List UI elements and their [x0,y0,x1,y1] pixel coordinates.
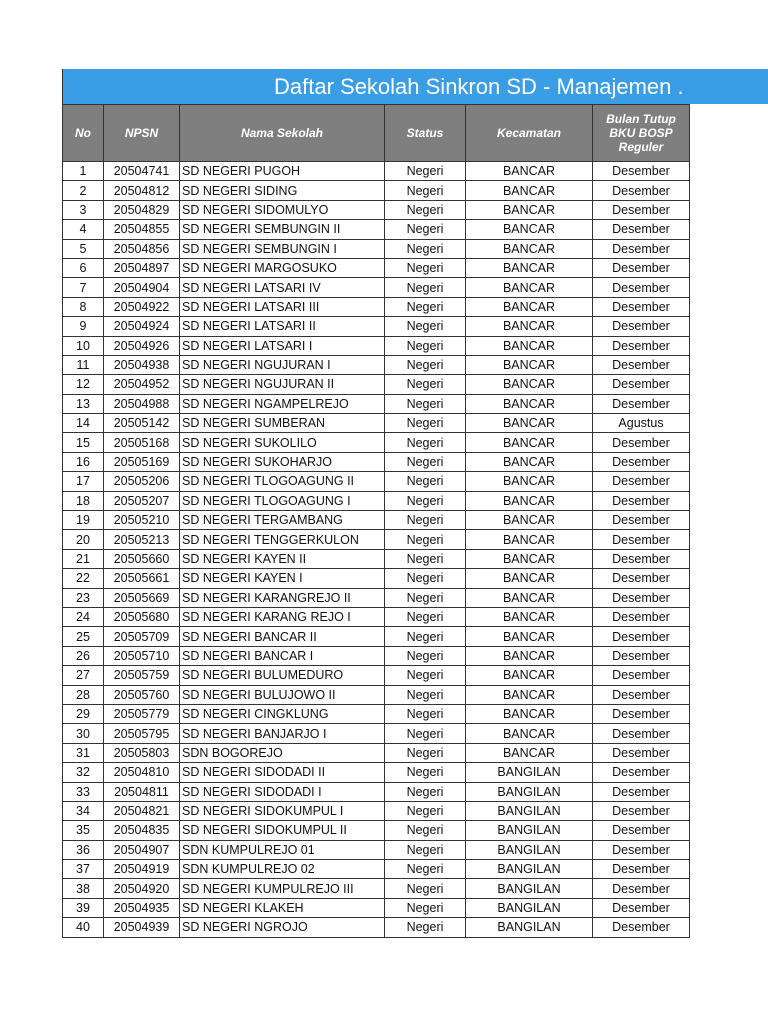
cell-nama-sekolah: SD NEGERI LATSARI IV [180,278,385,297]
cell-npsn: 20504920 [104,879,180,898]
table-row [63,898,690,917]
cell-npsn: 20505779 [104,704,180,723]
cell-status: Negeri [385,607,466,626]
cell-nama-sekolah: SD NEGERI TENGGERKULON [180,530,385,549]
cell-bulan-tutup: Desember [593,278,690,297]
cell-no: 37 [63,860,104,879]
cell-bulan-tutup: Desember [593,685,690,704]
cell-no: 31 [63,743,104,762]
table-row [63,549,690,568]
cell-kecamatan: BANGILAN [466,821,593,840]
table-row [63,491,690,510]
cell-kecamatan: BANGILAN [466,898,593,917]
table-row [63,801,690,820]
cell-bulan-tutup: Desember [593,607,690,626]
cell-nama-sekolah: SDN BOGOREJO [180,743,385,762]
cell-status: Negeri [385,181,466,200]
cell-kecamatan: BANCAR [466,472,593,491]
cell-no: 4 [63,220,104,239]
cell-kecamatan: BANCAR [466,317,593,336]
cell-no: 17 [63,472,104,491]
cell-kecamatan: BANCAR [466,607,593,626]
cell-status: Negeri [385,666,466,685]
cell-no: 13 [63,394,104,413]
cell-status: Negeri [385,918,466,937]
cell-status: Negeri [385,549,466,568]
table-row [63,336,690,355]
cell-status: Negeri [385,452,466,471]
cell-npsn: 20504988 [104,394,180,413]
cell-nama-sekolah: SD NEGERI SEMBUNGIN I [180,239,385,258]
cell-nama-sekolah: SD NEGERI SEMBUNGIN II [180,220,385,239]
header-status: Status [385,105,466,162]
cell-no: 32 [63,763,104,782]
cell-kecamatan: BANCAR [466,724,593,743]
cell-npsn: 20505142 [104,414,180,433]
table-row [63,452,690,471]
cell-status: Negeri [385,162,466,181]
cell-npsn: 20504835 [104,821,180,840]
cell-status: Negeri [385,782,466,801]
cell-bulan-tutup: Desember [593,433,690,452]
cell-nama-sekolah: SD NEGERI LATSARI III [180,297,385,316]
cell-kecamatan: BANCAR [466,743,593,762]
table-header-row [63,105,690,162]
title-border [62,69,63,104]
cell-status: Negeri [385,569,466,588]
table-row [63,162,690,181]
cell-no: 38 [63,879,104,898]
cell-nama-sekolah: SD NEGERI BANCAR II [180,627,385,646]
cell-npsn: 20504829 [104,200,180,219]
cell-nama-sekolah: SD NEGERI TERGAMBANG [180,511,385,530]
cell-bulan-tutup: Desember [593,181,690,200]
cell-status: Negeri [385,685,466,704]
cell-kecamatan: BANCAR [466,278,593,297]
cell-kecamatan: BANCAR [466,646,593,665]
cell-nama-sekolah: SD NEGERI SIDODADI II [180,763,385,782]
cell-status: Negeri [385,355,466,374]
cell-status: Negeri [385,375,466,394]
cell-bulan-tutup: Desember [593,879,690,898]
table-row [63,724,690,743]
cell-npsn: 20505210 [104,511,180,530]
cell-npsn: 20505795 [104,724,180,743]
cell-status: Negeri [385,704,466,723]
cell-status: Negeri [385,394,466,413]
cell-npsn: 20505803 [104,743,180,762]
cell-bulan-tutup: Desember [593,821,690,840]
header-npsn: NPSN [104,105,180,162]
cell-bulan-tutup: Desember [593,898,690,917]
cell-kecamatan: BANCAR [466,704,593,723]
table-row [63,666,690,685]
cell-kecamatan: BANGILAN [466,801,593,820]
table-row [63,860,690,879]
cell-nama-sekolah: SD NEGERI NGROJO [180,918,385,937]
cell-bulan-tutup: Agustus [593,414,690,433]
cell-kecamatan: BANGILAN [466,879,593,898]
cell-bulan-tutup: Desember [593,646,690,665]
cell-bulan-tutup: Desember [593,511,690,530]
cell-status: Negeri [385,317,466,336]
cell-nama-sekolah: SDN KUMPULREJO 02 [180,860,385,879]
cell-npsn: 20504856 [104,239,180,258]
cell-npsn: 20504952 [104,375,180,394]
cell-npsn: 20505710 [104,646,180,665]
cell-npsn: 20504812 [104,181,180,200]
cell-nama-sekolah: SD NEGERI SIDOKUMPUL II [180,821,385,840]
cell-nama-sekolah: SD NEGERI SIDODADI I [180,782,385,801]
table-row [63,821,690,840]
cell-kecamatan: BANCAR [466,394,593,413]
cell-npsn: 20505206 [104,472,180,491]
cell-bulan-tutup: Desember [593,297,690,316]
cell-no: 8 [63,297,104,316]
table-row [63,646,690,665]
cell-bulan-tutup: Desember [593,317,690,336]
cell-kecamatan: BANGILAN [466,763,593,782]
cell-kecamatan: BANCAR [466,297,593,316]
cell-no: 29 [63,704,104,723]
cell-status: Negeri [385,879,466,898]
cell-bulan-tutup: Desember [593,801,690,820]
cell-nama-sekolah: SD NEGERI KARANG REJO I [180,607,385,626]
cell-no: 27 [63,666,104,685]
cell-kecamatan: BANGILAN [466,840,593,859]
cell-kecamatan: BANCAR [466,181,593,200]
cell-npsn: 20504939 [104,918,180,937]
cell-bulan-tutup: Desember [593,220,690,239]
cell-no: 6 [63,258,104,277]
cell-no: 10 [63,336,104,355]
cell-bulan-tutup: Desember [593,666,690,685]
cell-nama-sekolah: SD NEGERI KLAKEH [180,898,385,917]
cell-status: Negeri [385,200,466,219]
cell-npsn: 20504904 [104,278,180,297]
cell-no: 9 [63,317,104,336]
table-row [63,918,690,937]
cell-npsn: 20505680 [104,607,180,626]
table-row [63,472,690,491]
cell-kecamatan: BANCAR [466,452,593,471]
cell-status: Negeri [385,743,466,762]
cell-npsn: 20504897 [104,258,180,277]
cell-bulan-tutup: Desember [593,375,690,394]
cell-no: 36 [63,840,104,859]
cell-bulan-tutup: Desember [593,549,690,568]
cell-npsn: 20504922 [104,297,180,316]
cell-kecamatan: BANCAR [466,375,593,394]
cell-nama-sekolah: SD NEGERI KAYEN II [180,549,385,568]
cell-status: Negeri [385,491,466,510]
cell-kecamatan: BANGILAN [466,782,593,801]
cell-status: Negeri [385,840,466,859]
cell-bulan-tutup: Desember [593,704,690,723]
cell-npsn: 20505709 [104,627,180,646]
cell-kecamatan: BANCAR [466,162,593,181]
cell-bulan-tutup: Desember [593,239,690,258]
table-row [63,258,690,277]
cell-no: 7 [63,278,104,297]
cell-kecamatan: BANCAR [466,200,593,219]
cell-status: Negeri [385,530,466,549]
cell-nama-sekolah: SD NEGERI TLOGOAGUNG II [180,472,385,491]
cell-kecamatan: BANCAR [466,258,593,277]
cell-status: Negeri [385,801,466,820]
cell-bulan-tutup: Desember [593,918,690,937]
cell-no: 34 [63,801,104,820]
cell-status: Negeri [385,220,466,239]
cell-nama-sekolah: SD NEGERI BANCAR I [180,646,385,665]
table-row [63,355,690,374]
cell-bulan-tutup: Desember [593,530,690,549]
cell-bulan-tutup: Desember [593,724,690,743]
cell-kecamatan: BANCAR [466,549,593,568]
cell-kecamatan: BANGILAN [466,860,593,879]
cell-status: Negeri [385,278,466,297]
cell-status: Negeri [385,433,466,452]
cell-bulan-tutup: Desember [593,200,690,219]
cell-nama-sekolah: SD NEGERI KUMPULREJO III [180,879,385,898]
cell-nama-sekolah: SD NEGERI TLOGOAGUNG I [180,491,385,510]
cell-no: 19 [63,511,104,530]
cell-kecamatan: BANCAR [466,433,593,452]
cell-no: 15 [63,433,104,452]
cell-bulan-tutup: Desember [593,394,690,413]
cell-npsn: 20504924 [104,317,180,336]
cell-bulan-tutup: Desember [593,840,690,859]
cell-bulan-tutup: Desember [593,491,690,510]
cell-status: Negeri [385,588,466,607]
cell-nama-sekolah: SD NEGERI KAYEN I [180,569,385,588]
cell-no: 40 [63,918,104,937]
cell-bulan-tutup: Desember [593,763,690,782]
cell-nama-sekolah: SD NEGERI SIDOMULYO [180,200,385,219]
cell-no: 28 [63,685,104,704]
cell-bulan-tutup: Desember [593,355,690,374]
cell-nama-sekolah: SD NEGERI BULUJOWO II [180,685,385,704]
cell-nama-sekolah: SD NEGERI NGAMPELREJO [180,394,385,413]
cell-npsn: 20505169 [104,452,180,471]
cell-no: 18 [63,491,104,510]
cell-npsn: 20504821 [104,801,180,820]
cell-kecamatan: BANCAR [466,627,593,646]
cell-nama-sekolah: SDN KUMPULREJO 01 [180,840,385,859]
table-row [63,297,690,316]
cell-nama-sekolah: SD NEGERI NGUJURAN I [180,355,385,374]
table-row [63,782,690,801]
cell-no: 20 [63,530,104,549]
cell-no: 23 [63,588,104,607]
cell-no: 16 [63,452,104,471]
cell-no: 22 [63,569,104,588]
table-row [63,317,690,336]
table-row [63,879,690,898]
cell-no: 12 [63,375,104,394]
table-row [63,394,690,413]
cell-status: Negeri [385,511,466,530]
cell-kecamatan: BANGILAN [466,918,593,937]
cell-npsn: 20504919 [104,860,180,879]
cell-kecamatan: BANCAR [466,336,593,355]
cell-nama-sekolah: SD NEGERI SIDOKUMPUL I [180,801,385,820]
cell-nama-sekolah: SD NEGERI SUKOHARJO [180,452,385,471]
cell-bulan-tutup: Desember [593,782,690,801]
table-row [63,511,690,530]
cell-bulan-tutup: Desember [593,588,690,607]
cell-kecamatan: BANCAR [466,239,593,258]
cell-npsn: 20504741 [104,162,180,181]
cell-no: 30 [63,724,104,743]
table-row [63,181,690,200]
table-row [63,840,690,859]
cell-no: 35 [63,821,104,840]
cell-kecamatan: BANCAR [466,414,593,433]
cell-kecamatan: BANCAR [466,491,593,510]
page-title: Daftar Sekolah Sinkron SD - Manajemen . [62,69,768,104]
cell-nama-sekolah: SD NEGERI LATSARI II [180,317,385,336]
cell-nama-sekolah: SD NEGERI NGUJURAN II [180,375,385,394]
cell-status: Negeri [385,860,466,879]
header-no: No [63,105,104,162]
table-row [63,743,690,762]
cell-status: Negeri [385,646,466,665]
cell-no: 1 [63,162,104,181]
cell-npsn: 20504926 [104,336,180,355]
cell-npsn: 20505207 [104,491,180,510]
cell-npsn: 20505669 [104,588,180,607]
cell-status: Negeri [385,258,466,277]
table-row [63,607,690,626]
cell-no: 5 [63,239,104,258]
cell-npsn: 20504810 [104,763,180,782]
cell-status: Negeri [385,239,466,258]
cell-status: Negeri [385,414,466,433]
cell-npsn: 20505759 [104,666,180,685]
cell-kecamatan: BANCAR [466,685,593,704]
cell-nama-sekolah: SD NEGERI BANJARJO I [180,724,385,743]
cell-status: Negeri [385,472,466,491]
cell-kecamatan: BANCAR [466,588,593,607]
cell-no: 24 [63,607,104,626]
cell-bulan-tutup: Desember [593,162,690,181]
table-row [63,588,690,607]
cell-status: Negeri [385,821,466,840]
cell-nama-sekolah: SD NEGERI CINGKLUNG [180,704,385,723]
table-row [63,278,690,297]
cell-npsn: 20505661 [104,569,180,588]
cell-no: 26 [63,646,104,665]
cell-status: Negeri [385,898,466,917]
table-row [63,375,690,394]
table-row [63,569,690,588]
cell-nama-sekolah: SD NEGERI SIDING [180,181,385,200]
cell-npsn: 20504935 [104,898,180,917]
cell-npsn: 20504938 [104,355,180,374]
header-nama-sekolah: Nama Sekolah [180,105,385,162]
cell-status: Negeri [385,763,466,782]
cell-npsn: 20505168 [104,433,180,452]
cell-no: 14 [63,414,104,433]
cell-no: 33 [63,782,104,801]
cell-status: Negeri [385,724,466,743]
cell-kecamatan: BANCAR [466,569,593,588]
table-row [63,414,690,433]
cell-nama-sekolah: SD NEGERI SUMBERAN [180,414,385,433]
cell-status: Negeri [385,336,466,355]
cell-kecamatan: BANCAR [466,355,593,374]
cell-nama-sekolah: SD NEGERI MARGOSUKO [180,258,385,277]
cell-nama-sekolah: SD NEGERI KARANGREJO II [180,588,385,607]
table-body [63,162,690,938]
table-row [63,220,690,239]
cell-bulan-tutup: Desember [593,452,690,471]
cell-bulan-tutup: Desember [593,569,690,588]
cell-npsn: 20504855 [104,220,180,239]
cell-kecamatan: BANCAR [466,666,593,685]
cell-kecamatan: BANCAR [466,220,593,239]
cell-no: 2 [63,181,104,200]
table-row [63,433,690,452]
cell-npsn: 20505660 [104,549,180,568]
cell-bulan-tutup: Desember [593,860,690,879]
cell-bulan-tutup: Desember [593,743,690,762]
cell-kecamatan: BANCAR [466,530,593,549]
cell-npsn: 20504811 [104,782,180,801]
table-row [63,704,690,723]
cell-bulan-tutup: Desember [593,472,690,491]
cell-nama-sekolah: SD NEGERI BULUMEDURO [180,666,385,685]
cell-kecamatan: BANCAR [466,511,593,530]
cell-npsn: 20505760 [104,685,180,704]
cell-npsn: 20504907 [104,840,180,859]
cell-status: Negeri [385,297,466,316]
cell-no: 3 [63,200,104,219]
table-row [63,763,690,782]
table-row [63,685,690,704]
table-row [63,200,690,219]
cell-npsn: 20505213 [104,530,180,549]
cell-bulan-tutup: Desember [593,336,690,355]
table-row [63,239,690,258]
table-row [63,530,690,549]
table-row [63,627,690,646]
cell-nama-sekolah: SD NEGERI PUGOH [180,162,385,181]
cell-no: 39 [63,898,104,917]
cell-status: Negeri [385,627,466,646]
school-table [62,104,690,938]
cell-bulan-tutup: Desember [593,627,690,646]
cell-no: 25 [63,627,104,646]
cell-no: 11 [63,355,104,374]
header-bulan-tutup: Bulan Tutup BKU BOSP Reguler [593,105,690,162]
cell-nama-sekolah: SD NEGERI LATSARI I [180,336,385,355]
cell-no: 21 [63,549,104,568]
cell-bulan-tutup: Desember [593,258,690,277]
header-kecamatan: Kecamatan [466,105,593,162]
cell-nama-sekolah: SD NEGERI SUKOLILO [180,433,385,452]
